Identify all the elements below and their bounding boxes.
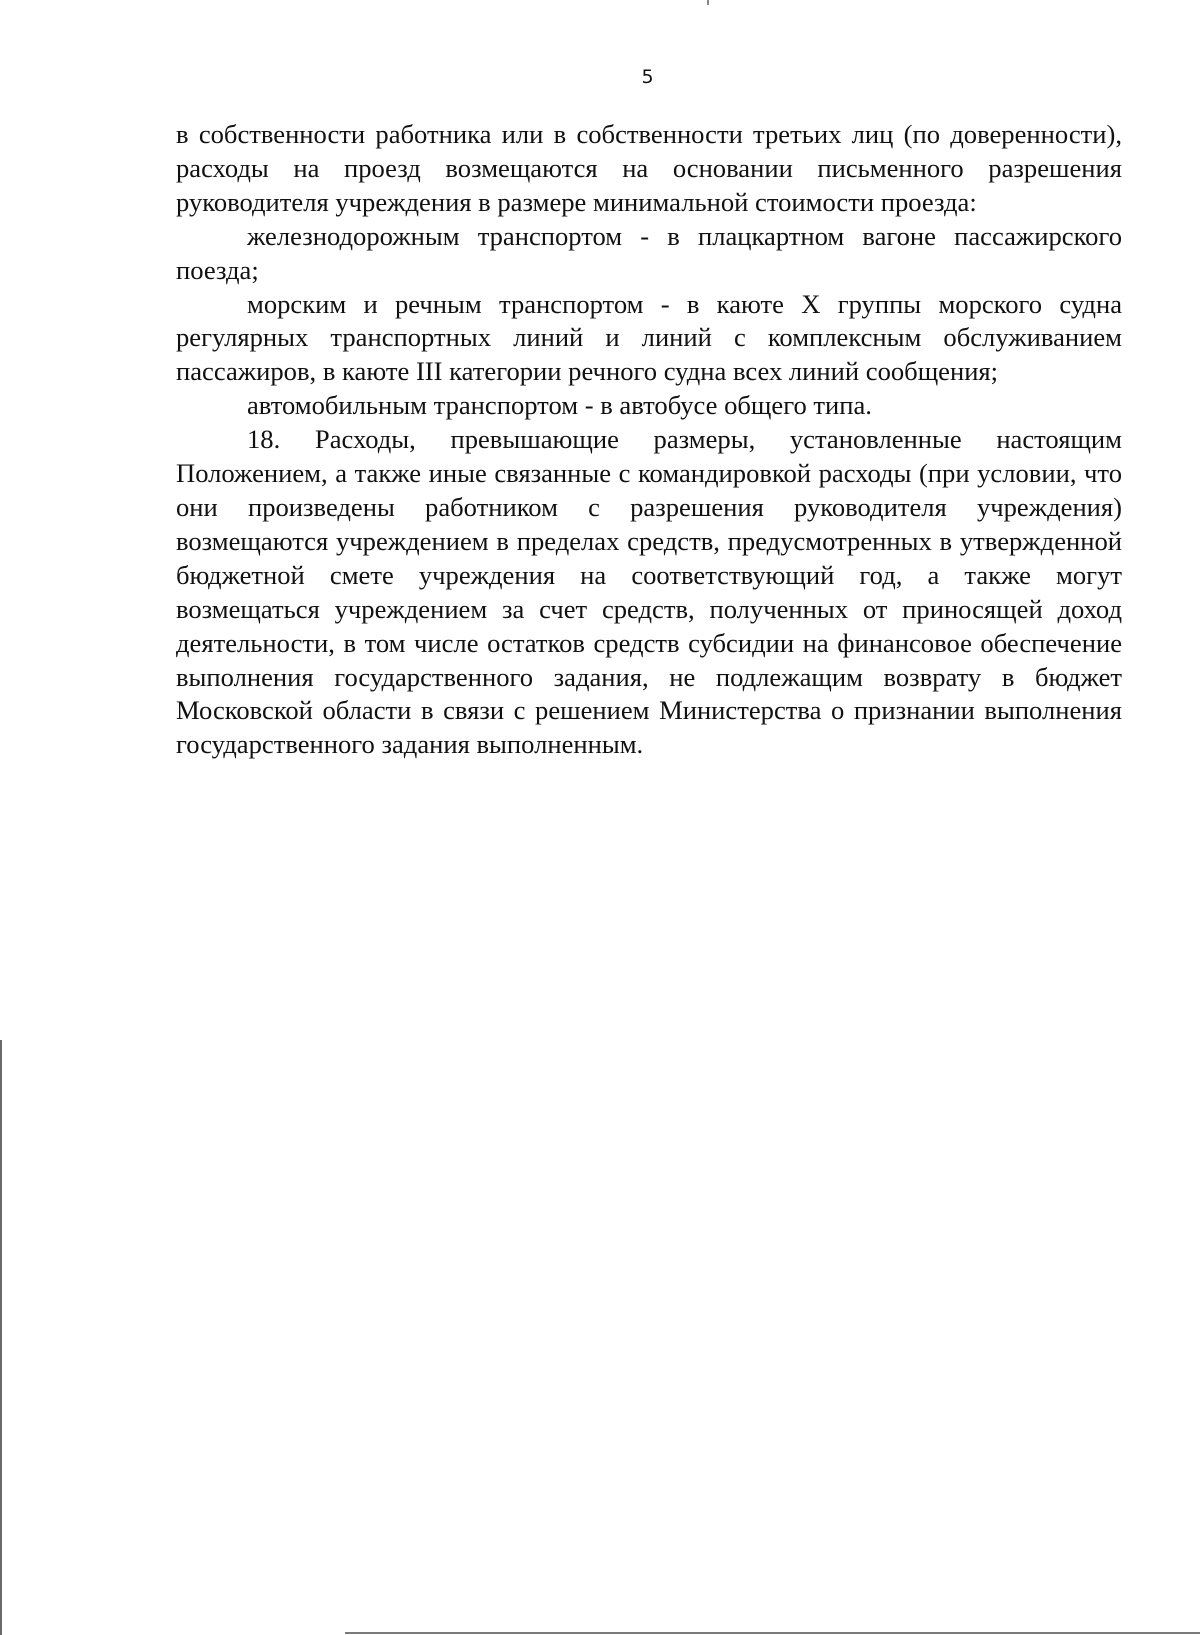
document-body bbox=[176, 118, 1122, 762]
paragraph-vehicle-ownership: в собственности работника или в собственности третьих лиц (по доверенности), расходы на проезд возмещаются на основании письменного разрешения руководителя учреждения в размере минимальной стоимости проезда: bbox=[176, 119, 1122, 217]
scan-left-edge bbox=[0, 1040, 2, 1635]
scan-top-mark bbox=[707, 0, 709, 5]
page-number: 5 bbox=[641, 66, 654, 88]
paragraph-sea-river-transport: морским и речным транспортом - в каюте X группы морского судна регулярных транспортных линий и линий с комплексным обслуживанием пассажиров, в каюте III категории речного судна всех линий сообщения; bbox=[176, 288, 1122, 387]
paragraph-road-transport: автомобильным транспортом - в автобусе общего типа. bbox=[247, 390, 872, 421]
scan-bottom-edge bbox=[345, 1632, 1200, 1634]
paragraph-item-18: 18. Расходы, превышающие размеры, установленные настоящим Положением, а также иные связанные с командировкой расходы (при условии, что они произведены работником с разрешения руководителя учреждения) возмещаются учреждением в пределах средств, предусмотренных в утвержденной бюджетной смете учреждения на соответствующий год, а также могут возмещаться учреждением за счет средств, полученных от приносящей доход деятельности, в том числе остатков средств субсидии на финансовое обеспечение выполнения государственного задания, не подлежащим возврату в бюджет Московской области в связи с решением Министерства о признании выполнения государственного задания выполненным. bbox=[176, 424, 1122, 760]
paragraph-rail-transport: железнодорожным транспортом - в плацкартном вагоне пассажирского поезда; bbox=[176, 220, 1122, 285]
